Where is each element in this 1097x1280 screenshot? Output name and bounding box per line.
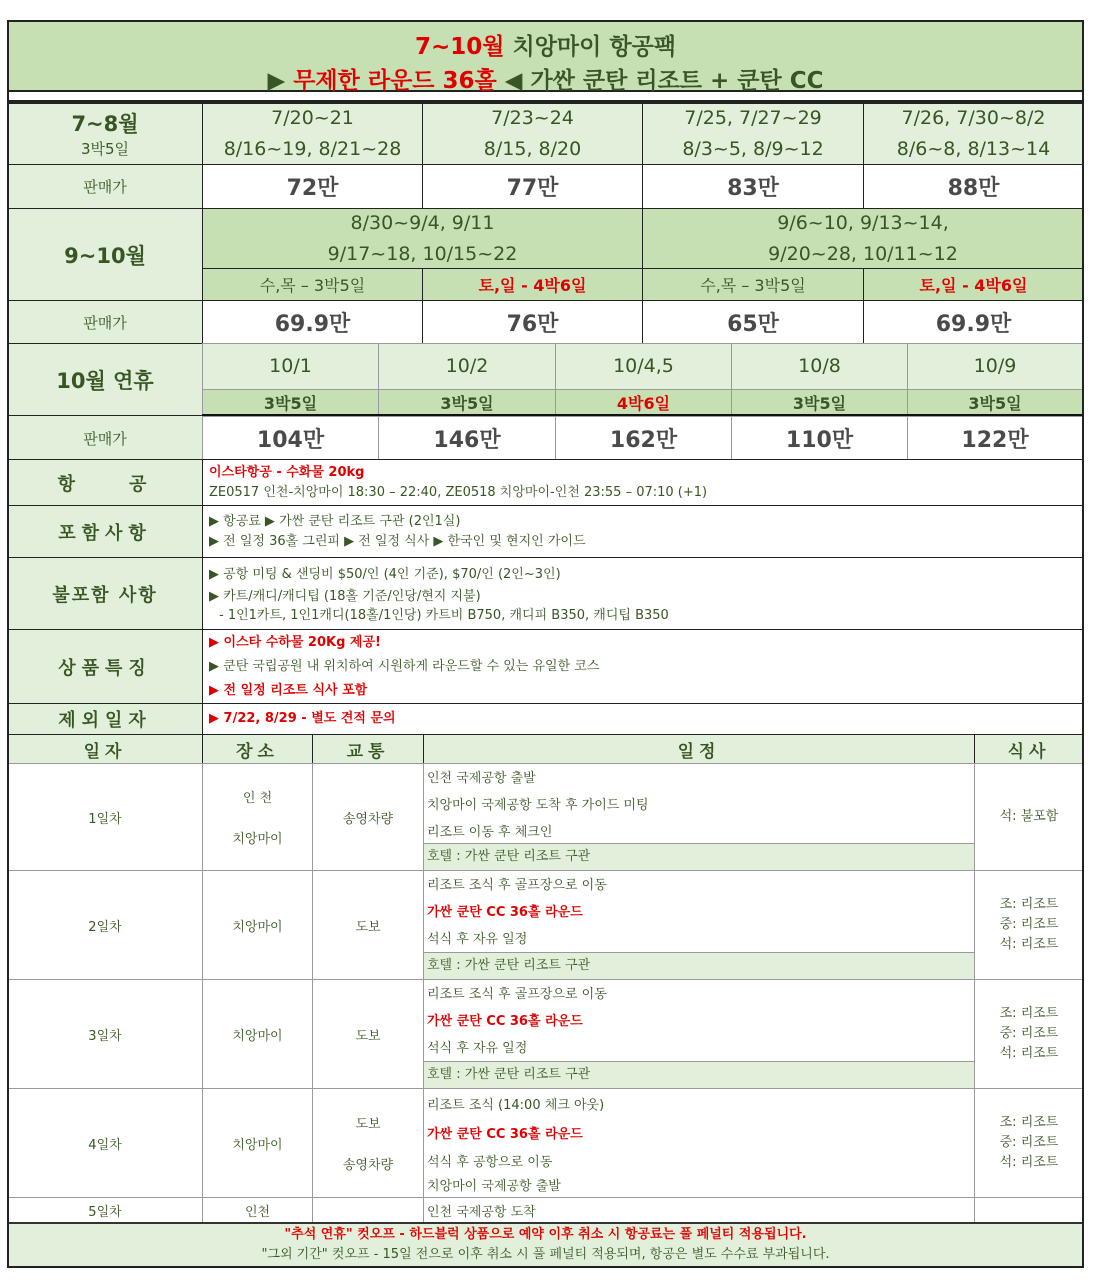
title-line-1: 7~10월 치앙마이 항공팩	[414, 34, 677, 60]
place-cell: 치앙마이	[202, 1088, 313, 1198]
holiday-date: 10/2	[378, 343, 556, 390]
hotel-row: 호텔 : 가싼 쿤탄 리조트 구관	[424, 1061, 974, 1088]
price-cell: 72만	[202, 164, 423, 209]
price-cell: 65만	[642, 300, 864, 344]
price-cell: 104만	[202, 416, 379, 460]
period-cell: 7/25, 7/27~29 8/3~5, 8/9~12	[642, 102, 864, 165]
holiday-duration: 3박5일	[907, 389, 1084, 416]
holiday-date: 10/8	[731, 343, 908, 390]
holiday-duration: 4박6일	[555, 389, 732, 416]
price-cell: 110만	[731, 416, 908, 460]
price-cell: 122만	[907, 416, 1084, 460]
period-cell: 7/26, 7/30~8/2 8/6~8, 8/13~14	[863, 102, 1084, 165]
place-cell: 인천	[202, 1197, 313, 1223]
transport-cell: 도보	[312, 979, 424, 1089]
period-cell: 7/23~24 8/15, 8/20	[422, 102, 643, 165]
holiday-date: 10/9	[907, 343, 1084, 390]
period-group: 9/6~10, 9/13~14, 9/20~28, 10/11~12	[642, 208, 1084, 269]
holiday-date: 10/1	[202, 343, 379, 390]
meals-cell: 조: 리조트 중: 리조트 석: 리조트	[974, 979, 1084, 1089]
schedule-cell: 리조트 조식 (14:00 체크 아웃) 가싼 쿤탄 CC 36홀 라운드 석식 후 공항으로 이동 치앙마이 국제공항 출발	[423, 1088, 975, 1198]
period-cell: 7/20~21 8/16~19, 8/21~28	[202, 102, 423, 165]
transport-cell: 송영차량	[312, 763, 424, 871]
day-cell: 2일차	[7, 870, 203, 980]
hotel-row: 호텔 : 가싼 쿤탄 리조트 구관	[424, 952, 974, 979]
right-arrow-icon: ▶	[267, 68, 294, 94]
header-place: 장소	[202, 734, 313, 764]
schedule-cell: 리조트 조식 후 골프장으로 이동 가싼 쿤탄 CC 36홀 라운드 석식 후 자유 일정 호텔 : 가싼 쿤탄 리조트 구관	[423, 870, 975, 980]
schedule-cell: 인천 국제공항 출발 치앙마이 국제공항 도착 후 가이드 미팅 리조트 이동 후 체크인 호텔 : 가싼 쿤탄 리조트 구관	[423, 763, 975, 871]
holiday-duration: 3박5일	[731, 389, 908, 416]
schedule-cell: 인천 국제공항 도착	[423, 1197, 975, 1223]
included-label: 포함사항	[7, 505, 203, 558]
excluded-dates-label: 제외일자	[7, 703, 203, 735]
transport-cell: 도보	[312, 870, 424, 980]
spacer-row	[7, 92, 1084, 102]
day-cell: 5일차	[7, 1197, 203, 1223]
place-cell: 치앙마이	[202, 979, 313, 1089]
option-label: 수,목 – 3박5일	[642, 268, 864, 301]
price-label: 판매가	[7, 300, 203, 344]
price-cell: 69.9만	[863, 300, 1084, 344]
meals-cell: 석: 불포함	[974, 763, 1084, 871]
header-day: 일자	[7, 734, 203, 764]
holiday-date: 10/4,5	[555, 343, 732, 390]
footer-notice: "추석 연휴" 컷오프 - 하드블럭 상품으로 예약 이후 취소 시 항공료는 풀 페널티 적용됩니다. "그외 기간" 컷오프 - 15일 전으로 이후 취소 시 풀 페널티 적용되며, 항공은 별도 수수료 부과됩니다.	[7, 1222, 1084, 1268]
day-cell: 1일차	[7, 763, 203, 871]
place-cell: 인 천 치앙마이	[202, 763, 313, 871]
excluded-label: 불포함 사항	[7, 557, 203, 630]
flight-label: 항 공	[7, 459, 203, 506]
holiday-duration: 3박5일	[202, 389, 379, 416]
holiday-duration: 3박5일	[378, 389, 556, 416]
header-schedule: 일정	[423, 734, 975, 764]
option-label: 토,일 - 4박6일	[422, 268, 643, 301]
header-meals: 식사	[974, 734, 1084, 764]
transport-cell: 도보 송영차량	[312, 1088, 424, 1198]
included-info: ▶ 항공료 ▶ 가싼 쿤탄 리조트 구관 (2인1실) ▶ 전 일정 36홀 그린피 ▶ 전 일정 식사 ▶ 한국인 및 현지인 가이드	[202, 505, 1084, 558]
price-cell: 83만	[642, 164, 864, 209]
meals-cell: 조: 리조트 중: 리조트 석: 리조트	[974, 870, 1084, 980]
place-cell: 치앙마이	[202, 870, 313, 980]
features-info: ▶ 이스타 수하물 20Kg 제공! ▶ 쿤탄 국립공원 내 위치하여 시원하게 라운드할 수 있는 유일한 코스 ▶ 전 일정 리조트 식사 포함	[202, 629, 1084, 704]
price-cell: 76만	[422, 300, 643, 344]
flight-info: 이스타항공 - 수화물 20kg ZE0517 인천-치앙마이 18:30 – 22:40, ZE0518 치앙마이-인천 23:55 – 07:10 (+1)	[202, 459, 1084, 506]
transport-cell	[312, 1197, 424, 1223]
schedule-cell: 리조트 조식 후 골프장으로 이동 가싼 쿤탄 CC 36홀 라운드 석식 후 자유 일정 호텔 : 가싼 쿤탄 리조트 구관	[423, 979, 975, 1089]
price-cell: 88만	[863, 164, 1084, 209]
price-cell: 146만	[378, 416, 556, 460]
hotel-row: 호텔 : 가싼 쿤탄 리조트 구관	[424, 843, 974, 870]
excluded-dates-info: ▶ 7/22, 8/29 - 별도 견적 문의	[202, 703, 1084, 735]
period-group: 8/30~9/4, 9/11 9/17~18, 10/15~22	[202, 208, 643, 269]
option-label: 토,일 - 4박6일	[863, 268, 1084, 301]
day-cell: 3일차	[7, 979, 203, 1089]
price-cell: 69.9만	[202, 300, 423, 344]
meals-cell	[974, 1197, 1084, 1223]
header-transport: 교통	[312, 734, 424, 764]
season-label-jul-aug: 7~8월 3박5일	[7, 102, 203, 165]
title-line-2: ▶ 무제한 라운드 36홀 ◀ 가싼 쿤탄 리조트 + 쿤탄 CC	[267, 68, 824, 94]
price-cell: 77만	[422, 164, 643, 209]
option-label: 수,목 – 3박5일	[202, 268, 423, 301]
excluded-info: ▶ 공항 미팅 & 샌딩비 $50/인 (4인 기준), $70/인 (2인~3인) ▶ 카트/캐디/캐디팁 (18홀 기준/인당/현지 지불) - 1인1카트, 1인1캐디(18홀/1인당) 카트비 B750, 캐디피 B350, 캐디팁 B350	[202, 557, 1084, 630]
price-label: 판매가	[7, 164, 203, 209]
title-banner	[7, 20, 1084, 92]
season-label-sep-oct: 9~10월	[7, 208, 203, 301]
meals-cell: 조: 리조트 중: 리조트 석: 리조트	[974, 1088, 1084, 1198]
season-label-oct-holiday: 10월 연휴	[7, 343, 203, 416]
day-cell: 4일차	[7, 1088, 203, 1198]
price-cell: 162만	[555, 416, 732, 460]
price-label: 판매가	[7, 415, 203, 461]
features-label: 상품특징	[7, 629, 203, 704]
